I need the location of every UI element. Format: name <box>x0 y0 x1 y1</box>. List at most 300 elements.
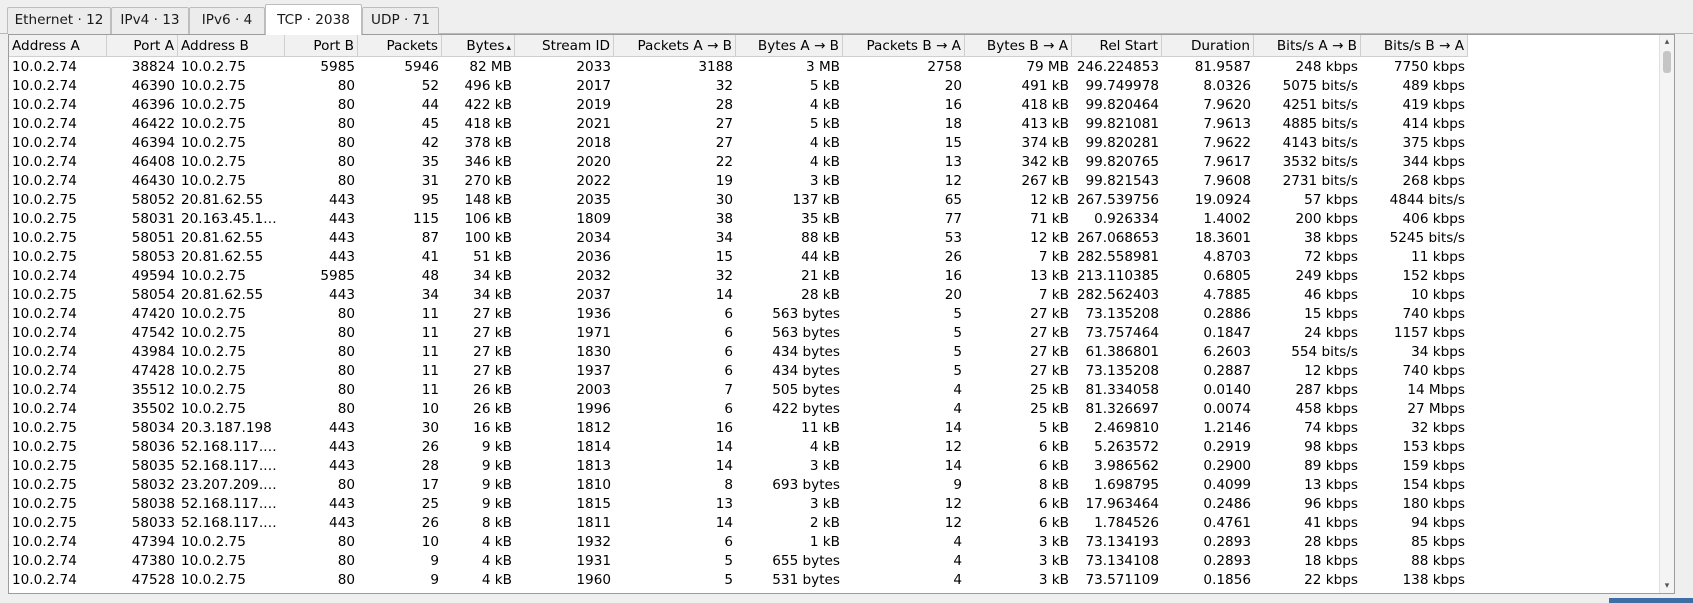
tab-ipv4[interactable]: IPv4 · 13 <box>111 7 189 34</box>
cell-duration: 1.2146 <box>1203 420 1251 436</box>
cell-bytes-a-to-b: 3 kB <box>809 173 840 189</box>
cell-stream-id: 2021 <box>576 116 611 132</box>
cell-bytes: 496 kB <box>464 78 512 94</box>
cell-duration: 81.9587 <box>1194 59 1251 75</box>
cell-stream-id: 2017 <box>576 78 611 94</box>
cell-packets-a-to-b: 34 <box>715 230 733 246</box>
cell-bits-s-b-to-a: 138 kbps <box>1402 572 1465 588</box>
cell-address-b: 52.168.117.… <box>181 458 277 474</box>
cell-bytes-a-to-b: 434 bytes <box>772 363 840 379</box>
cell-port-a: 35502 <box>131 401 175 417</box>
cell-duration: 4.7885 <box>1203 287 1251 303</box>
cell-packets: 30 <box>421 420 439 436</box>
cell-packets-a-to-b: 32 <box>715 268 733 284</box>
cell-bits-s-a-to-b: 22 kbps <box>1304 572 1358 588</box>
cell-packets: 48 <box>421 268 439 284</box>
column-header-address-b[interactable] <box>178 35 285 57</box>
cell-duration: 0.2893 <box>1203 553 1251 569</box>
cell-duration: 0.1847 <box>1203 325 1251 341</box>
cell-rel-start: 99.820464 <box>1085 97 1159 113</box>
column-header-label: Packets B → A <box>866 38 961 54</box>
column-header-port-b[interactable] <box>285 35 358 57</box>
table-row[interactable] <box>9 419 1465 438</box>
cell-duration: 19.0924 <box>1194 192 1251 208</box>
column-header-label: Address B <box>181 38 249 54</box>
cell-bytes-a-to-b: 35 kB <box>801 211 840 227</box>
cell-bits-s-b-to-a: 154 kbps <box>1402 477 1465 493</box>
cell-bytes: 26 kB <box>473 382 512 398</box>
cell-packets-a-to-b: 15 <box>715 249 733 265</box>
cell-duration: 7.9617 <box>1203 154 1251 170</box>
column-header-label: Duration <box>1190 38 1250 54</box>
cell-bytes: 27 kB <box>473 306 512 322</box>
cell-bytes-b-to-a: 12 kB <box>1030 230 1069 246</box>
cell-port-a: 47428 <box>131 363 175 379</box>
cell-packets-a-to-b: 30 <box>715 192 733 208</box>
cell-packets-a-to-b: 14 <box>715 515 733 531</box>
cell-port-a: 46422 <box>131 116 175 132</box>
cell-stream-id: 1812 <box>576 420 611 436</box>
cell-duration: 8.0326 <box>1203 78 1251 94</box>
table-row[interactable] <box>9 324 1465 343</box>
table-row[interactable] <box>9 552 1465 571</box>
cell-bytes-a-to-b: 4 kB <box>809 135 840 151</box>
cell-address-a: 10.0.2.74 <box>12 59 77 75</box>
cell-rel-start: 5.263572 <box>1094 439 1159 455</box>
table-row[interactable] <box>9 495 1465 514</box>
cell-bits-s-b-to-a: 27 Mbps <box>1407 401 1465 417</box>
cell-packets: 17 <box>421 477 439 493</box>
table-row[interactable] <box>9 96 1465 115</box>
cell-stream-id: 2019 <box>576 97 611 113</box>
cell-address-a: 10.0.2.74 <box>12 116 77 132</box>
cell-stream-id: 2020 <box>576 154 611 170</box>
table-row[interactable] <box>9 172 1465 191</box>
column-header-label: Bits/s A → B <box>1276 38 1357 54</box>
cell-port-b: 80 <box>337 477 355 493</box>
cell-packets: 87 <box>421 230 439 246</box>
cell-packets-a-to-b: 6 <box>724 534 733 550</box>
column-header-packets-b-to-a[interactable] <box>843 35 965 57</box>
cell-bytes-a-to-b: 2 kB <box>809 515 840 531</box>
cell-port-b: 80 <box>337 154 355 170</box>
cell-address-a: 10.0.2.74 <box>12 363 77 379</box>
cell-rel-start: 81.326697 <box>1085 401 1159 417</box>
cell-packets-b-to-a: 12 <box>944 515 962 531</box>
cell-bytes-b-to-a: 6 kB <box>1038 496 1069 512</box>
cell-duration: 0.1856 <box>1203 572 1251 588</box>
cell-packets-b-to-a: 5 <box>953 325 962 341</box>
cell-address-a: 10.0.2.74 <box>12 325 77 341</box>
cell-bytes-a-to-b: 434 bytes <box>772 344 840 360</box>
table-row[interactable] <box>9 400 1465 419</box>
cell-stream-id: 2032 <box>576 268 611 284</box>
table-row[interactable] <box>9 533 1465 552</box>
table-row[interactable] <box>9 438 1465 457</box>
cell-bits-s-a-to-b: 248 kbps <box>1295 59 1358 75</box>
cell-bytes-a-to-b: 4 kB <box>809 154 840 170</box>
cell-address-b: 10.0.2.75 <box>181 344 246 360</box>
cell-port-b: 443 <box>329 420 355 436</box>
cell-duration: 1.4002 <box>1203 211 1251 227</box>
column-header-address-a[interactable] <box>9 35 107 57</box>
column-header-bits-s-a-to-b[interactable] <box>1254 35 1361 57</box>
cell-packets-a-to-b: 6 <box>724 344 733 360</box>
cell-address-b: 10.0.2.75 <box>181 135 246 151</box>
column-header-bytes[interactable] <box>442 35 515 57</box>
cell-packets-a-to-b: 13 <box>715 496 733 512</box>
cell-port-b: 80 <box>337 344 355 360</box>
column-header-rel-start[interactable] <box>1072 35 1162 57</box>
cell-bits-s-b-to-a: 180 kbps <box>1402 496 1465 512</box>
cell-stream-id: 1810 <box>576 477 611 493</box>
cell-address-a: 10.0.2.75 <box>12 458 77 474</box>
cell-port-b: 80 <box>337 401 355 417</box>
cell-address-a: 10.0.2.75 <box>12 420 77 436</box>
cell-bits-s-a-to-b: 554 bits/s <box>1291 344 1358 360</box>
cell-packets-b-to-a: 2758 <box>927 59 962 75</box>
cell-address-b: 20.81.62.55 <box>181 287 264 303</box>
cell-packets-a-to-b: 7 <box>724 382 733 398</box>
cell-packets-a-to-b: 38 <box>715 211 733 227</box>
cell-packets-b-to-a: 16 <box>944 97 962 113</box>
column-header-label: Address A <box>12 38 80 54</box>
cell-packets: 9 <box>430 572 439 588</box>
cell-rel-start: 99.820281 <box>1085 135 1159 151</box>
cell-duration: 18.3601 <box>1194 230 1251 246</box>
cell-rel-start: 73.757464 <box>1085 325 1159 341</box>
cell-bytes: 378 kB <box>464 135 512 151</box>
cell-packets-b-to-a: 4 <box>953 534 962 550</box>
cell-bytes-b-to-a: 7 kB <box>1038 287 1069 303</box>
cell-bits-s-a-to-b: 57 kbps <box>1304 192 1358 208</box>
table-row[interactable] <box>9 305 1465 324</box>
cell-bytes-b-to-a: 25 kB <box>1030 382 1069 398</box>
cell-bytes: 34 kB <box>473 287 512 303</box>
cell-packets: 11 <box>421 325 439 341</box>
column-header-bytes-b-to-a[interactable] <box>965 35 1072 57</box>
cell-address-b: 10.0.2.75 <box>181 154 246 170</box>
cell-port-a: 58038 <box>131 496 175 512</box>
cell-bytes: 27 kB <box>473 363 512 379</box>
cell-bits-s-b-to-a: 740 kbps <box>1402 363 1465 379</box>
cell-duration: 4.8703 <box>1203 249 1251 265</box>
column-header-packets-a-to-b[interactable] <box>614 35 736 57</box>
table-row[interactable] <box>9 514 1465 533</box>
cell-rel-start: 282.558981 <box>1076 249 1159 265</box>
table-row[interactable] <box>9 115 1465 134</box>
table-row[interactable] <box>9 457 1465 476</box>
cell-bits-s-b-to-a: 153 kbps <box>1402 439 1465 455</box>
table-header <box>9 35 1464 57</box>
cell-bytes-b-to-a: 6 kB <box>1038 439 1069 455</box>
cell-port-b: 80 <box>337 363 355 379</box>
cell-packets-a-to-b: 3188 <box>698 59 733 75</box>
cell-port-a: 58034 <box>131 420 175 436</box>
cell-stream-id: 1814 <box>576 439 611 455</box>
table-row[interactable] <box>9 210 1465 229</box>
cell-address-b: 10.0.2.75 <box>181 553 246 569</box>
cell-address-a: 10.0.2.74 <box>12 553 77 569</box>
cell-packets: 10 <box>421 401 439 417</box>
cell-packets-b-to-a: 4 <box>953 572 962 588</box>
cell-packets-a-to-b: 28 <box>715 97 733 113</box>
cell-packets: 11 <box>421 344 439 360</box>
cell-address-b: 52.168.117.… <box>181 515 277 531</box>
cell-packets-a-to-b: 32 <box>715 78 733 94</box>
cell-address-b: 10.0.2.75 <box>181 306 246 322</box>
cell-port-b: 80 <box>337 78 355 94</box>
column-header-label: Bits/s B → A <box>1383 38 1464 54</box>
cell-packets-a-to-b: 5 <box>724 572 733 588</box>
table-row[interactable] <box>9 267 1465 286</box>
column-header-stream-id[interactable] <box>515 35 614 57</box>
cell-bytes: 4 kB <box>481 572 512 588</box>
column-header-label: Bytes <box>466 38 505 54</box>
cell-port-a: 47380 <box>131 553 175 569</box>
cell-bytes-b-to-a: 7 kB <box>1038 249 1069 265</box>
cell-packets-b-to-a: 5 <box>953 306 962 322</box>
table-row[interactable] <box>9 229 1465 248</box>
column-header-bytes-a-to-b[interactable] <box>736 35 843 57</box>
cell-port-b: 443 <box>329 515 355 531</box>
cell-bytes: 9 kB <box>481 458 512 474</box>
tab-udp[interactable]: UDP · 71 <box>362 7 439 34</box>
table-row[interactable] <box>9 77 1465 96</box>
cell-address-b: 10.0.2.75 <box>181 325 246 341</box>
cell-port-b: 80 <box>337 572 355 588</box>
column-header-port-a[interactable] <box>107 35 178 57</box>
cell-port-a: 58051 <box>131 230 175 246</box>
cell-stream-id: 1937 <box>576 363 611 379</box>
cell-bits-s-a-to-b: 4251 bits/s <box>1282 97 1358 113</box>
cell-bytes: 422 kB <box>464 97 512 113</box>
cell-address-a: 10.0.2.75 <box>12 211 77 227</box>
vertical-scrollbar[interactable] <box>1659 35 1674 593</box>
cell-address-b: 10.0.2.75 <box>181 97 246 113</box>
table-row[interactable] <box>9 153 1465 172</box>
table-row[interactable] <box>9 286 1465 305</box>
cell-bits-s-b-to-a: 159 kbps <box>1402 458 1465 474</box>
cell-duration: 0.2893 <box>1203 534 1251 550</box>
cell-bits-s-b-to-a: 375 kbps <box>1402 135 1465 151</box>
cell-bits-s-a-to-b: 41 kbps <box>1304 515 1358 531</box>
table-row[interactable] <box>9 58 1465 77</box>
cell-packets: 95 <box>421 192 439 208</box>
cell-address-a: 10.0.2.75 <box>12 515 77 531</box>
tab-ipv6[interactable]: IPv6 · 4 <box>189 7 265 34</box>
cell-port-a: 46394 <box>131 135 175 151</box>
cell-port-a: 47420 <box>131 306 175 322</box>
cell-bytes-b-to-a: 27 kB <box>1030 325 1069 341</box>
cell-bits-s-b-to-a: 5245 bits/s <box>1389 230 1465 246</box>
cell-duration: 0.2486 <box>1203 496 1251 512</box>
cell-rel-start: 73.135208 <box>1085 363 1159 379</box>
cell-bits-s-b-to-a: 268 kbps <box>1402 173 1465 189</box>
cell-packets-a-to-b: 6 <box>724 363 733 379</box>
cell-bits-s-b-to-a: 14 Mbps <box>1407 382 1465 398</box>
column-header-label: Packets A → B <box>637 38 732 54</box>
cell-address-a: 10.0.2.74 <box>12 173 77 189</box>
cell-bytes: 4 kB <box>481 553 512 569</box>
cell-bytes: 9 kB <box>481 439 512 455</box>
cell-stream-id: 1996 <box>576 401 611 417</box>
cell-bytes-a-to-b: 505 bytes <box>772 382 840 398</box>
cell-packets-b-to-a: 26 <box>944 249 962 265</box>
cell-stream-id: 1960 <box>576 572 611 588</box>
cell-packets-b-to-a: 4 <box>953 382 962 398</box>
cell-bytes: 4 kB <box>481 534 512 550</box>
tab-ethernet[interactable]: Ethernet · 12 <box>7 7 111 34</box>
cell-address-b: 23.207.209.… <box>181 477 277 493</box>
cell-bytes-a-to-b: 137 kB <box>792 192 840 208</box>
cell-bits-s-b-to-a: 344 kbps <box>1402 154 1465 170</box>
cell-bytes-a-to-b: 693 bytes <box>772 477 840 493</box>
cell-port-b: 443 <box>329 458 355 474</box>
cell-bytes-b-to-a: 3 kB <box>1038 572 1069 588</box>
cell-bits-s-b-to-a: 32 kbps <box>1411 420 1465 436</box>
cell-packets: 115 <box>413 211 439 227</box>
cell-address-b: 10.0.2.75 <box>181 78 246 94</box>
cell-bytes: 9 kB <box>481 496 512 512</box>
cell-rel-start: 61.386801 <box>1085 344 1159 360</box>
cell-bits-s-a-to-b: 4143 bits/s <box>1282 135 1358 151</box>
cell-packets: 11 <box>421 382 439 398</box>
cell-address-b: 10.0.2.75 <box>181 268 246 284</box>
cell-bits-s-b-to-a: 11 kbps <box>1411 249 1465 265</box>
cell-duration: 0.6805 <box>1203 268 1251 284</box>
cell-bytes-a-to-b: 28 kB <box>801 287 840 303</box>
cell-packets-b-to-a: 12 <box>944 173 962 189</box>
cell-bytes-b-to-a: 79 MB <box>1026 59 1069 75</box>
cell-bytes: 26 kB <box>473 401 512 417</box>
cell-bytes-b-to-a: 6 kB <box>1038 515 1069 531</box>
table-row[interactable] <box>9 362 1465 381</box>
cell-bytes-a-to-b: 563 bytes <box>772 306 840 322</box>
column-header-packets[interactable] <box>358 35 442 57</box>
cell-bits-s-a-to-b: 3532 bits/s <box>1282 154 1358 170</box>
cell-bytes-a-to-b: 21 kB <box>801 268 840 284</box>
table-row[interactable] <box>9 571 1465 590</box>
cell-bits-s-b-to-a: 7750 kbps <box>1393 59 1465 75</box>
cell-packets-b-to-a: 16 <box>944 268 962 284</box>
cell-port-b: 80 <box>337 97 355 113</box>
cell-bits-s-b-to-a: 88 kbps <box>1411 553 1465 569</box>
cell-duration: 7.9622 <box>1203 135 1251 151</box>
cell-packets: 26 <box>421 439 439 455</box>
cell-address-b: 10.0.2.75 <box>181 572 246 588</box>
cell-bytes-b-to-a: 6 kB <box>1038 458 1069 474</box>
cell-packets-a-to-b: 6 <box>724 325 733 341</box>
cell-bytes-a-to-b: 3 MB <box>805 59 840 75</box>
cell-packets-b-to-a: 13 <box>944 154 962 170</box>
cell-port-b: 443 <box>329 230 355 246</box>
cell-packets-a-to-b: 6 <box>724 306 733 322</box>
cell-address-a: 10.0.2.75 <box>12 192 77 208</box>
table-row[interactable] <box>9 134 1465 153</box>
cell-stream-id: 1931 <box>576 553 611 569</box>
cell-bytes-a-to-b: 531 bytes <box>772 572 840 588</box>
scroll-down-icon[interactable]: ▾ <box>1664 581 1670 591</box>
table-row[interactable] <box>9 191 1465 210</box>
cell-packets-b-to-a: 65 <box>944 192 962 208</box>
column-header-label: Port B <box>313 38 354 54</box>
cell-bytes: 418 kB <box>464 116 512 132</box>
cell-bytes-b-to-a: 5 kB <box>1038 420 1069 436</box>
cell-address-b: 10.0.2.75 <box>181 363 246 379</box>
cell-rel-start: 99.821081 <box>1085 116 1159 132</box>
cell-port-b: 443 <box>329 192 355 208</box>
cell-stream-id: 1813 <box>576 458 611 474</box>
table-row[interactable] <box>9 476 1465 495</box>
cell-bytes-b-to-a: 71 kB <box>1030 211 1069 227</box>
cell-packets-b-to-a: 18 <box>944 116 962 132</box>
cell-port-a: 46396 <box>131 97 175 113</box>
cell-address-a: 10.0.2.74 <box>12 382 77 398</box>
cell-packets: 31 <box>421 173 439 189</box>
cell-bits-s-b-to-a: 34 kbps <box>1411 344 1465 360</box>
cell-packets: 5946 <box>404 59 439 75</box>
cell-bytes: 9 kB <box>481 477 512 493</box>
cell-duration: 7.9613 <box>1203 116 1251 132</box>
cell-port-a: 58035 <box>131 458 175 474</box>
cell-packets-b-to-a: 20 <box>944 78 962 94</box>
cell-rel-start: 99.821543 <box>1085 173 1159 189</box>
column-header-bits-s-b-to-a[interactable] <box>1361 35 1468 57</box>
cell-bits-s-a-to-b: 200 kbps <box>1295 211 1358 227</box>
cell-bits-s-a-to-b: 28 kbps <box>1304 534 1358 550</box>
cell-packets: 9 <box>430 553 439 569</box>
table-row[interactable] <box>9 248 1465 267</box>
tab-tcp[interactable]: TCP · 2038 <box>265 4 362 35</box>
cell-bits-s-b-to-a: 4844 bits/s <box>1389 192 1465 208</box>
column-header-duration[interactable] <box>1162 35 1254 57</box>
cell-address-a: 10.0.2.75 <box>12 230 77 246</box>
cell-address-a: 10.0.2.74 <box>12 306 77 322</box>
cell-port-b: 80 <box>337 325 355 341</box>
cell-duration: 0.2919 <box>1203 439 1251 455</box>
cell-port-a: 58054 <box>131 287 175 303</box>
cell-bits-s-b-to-a: 1157 kbps <box>1393 325 1465 341</box>
table-row[interactable] <box>9 381 1465 400</box>
cell-port-b: 80 <box>337 135 355 151</box>
cell-stream-id: 1932 <box>576 534 611 550</box>
cell-address-a: 10.0.2.74 <box>12 344 77 360</box>
cell-bits-s-a-to-b: 12 kbps <box>1304 363 1358 379</box>
cell-bits-s-b-to-a: 94 kbps <box>1411 515 1465 531</box>
scroll-up-icon[interactable]: ▴ <box>1664 37 1670 47</box>
cell-packets-a-to-b: 8 <box>724 477 733 493</box>
cell-port-a: 58033 <box>131 515 175 531</box>
cell-bytes-a-to-b: 5 kB <box>809 78 840 94</box>
cell-stream-id: 2036 <box>576 249 611 265</box>
cell-packets-b-to-a: 15 <box>944 135 962 151</box>
column-header-label: Rel Start <box>1099 38 1158 54</box>
cell-port-a: 47528 <box>131 572 175 588</box>
scrollbar-thumb[interactable] <box>1663 51 1671 73</box>
cell-rel-start: 99.749978 <box>1085 78 1159 94</box>
table-row[interactable] <box>9 343 1465 362</box>
cell-address-a: 10.0.2.75 <box>12 287 77 303</box>
cell-bytes-b-to-a: 27 kB <box>1030 363 1069 379</box>
cell-bytes: 148 kB <box>464 192 512 208</box>
cell-stream-id: 1811 <box>576 515 611 531</box>
cell-bytes: 346 kB <box>464 154 512 170</box>
cell-port-b: 80 <box>337 534 355 550</box>
cell-bytes-b-to-a: 25 kB <box>1030 401 1069 417</box>
cell-bytes-a-to-b: 5 kB <box>809 116 840 132</box>
cell-address-a: 10.0.2.75 <box>12 496 77 512</box>
